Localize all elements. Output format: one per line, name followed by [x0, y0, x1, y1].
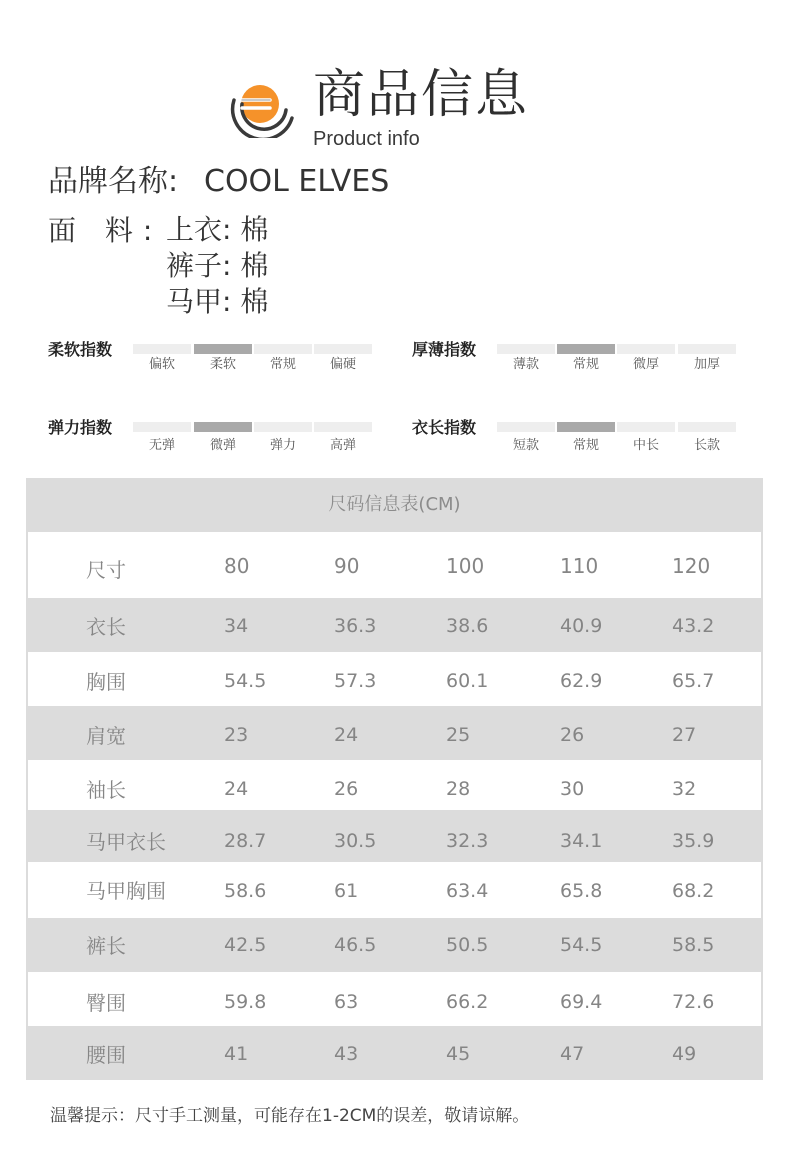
- table-cell: 40.9: [560, 615, 603, 637]
- table-cell: 66.2: [446, 991, 489, 1013]
- table-cell: 49: [672, 1043, 697, 1065]
- index-option: 长款: [693, 438, 720, 453]
- table-cell: 25: [446, 724, 471, 746]
- thickness-index: [412, 340, 752, 380]
- product-info-logo-icon: [228, 80, 296, 138]
- table-cell: 26: [560, 724, 585, 746]
- index-segment: [617, 344, 675, 354]
- table-cell: 36.3: [334, 615, 377, 637]
- index-segment: [497, 344, 555, 354]
- table-cell: 60.1: [446, 670, 489, 692]
- table-cell: 47: [560, 1043, 585, 1065]
- table-cell: 63: [334, 991, 359, 1013]
- index-option: 常规: [269, 357, 296, 372]
- header-cell: 100: [446, 554, 485, 578]
- index-segment: [133, 344, 191, 354]
- table-cell: 32.3: [446, 830, 489, 852]
- row-label: 马甲衣长: [86, 830, 166, 854]
- index-segment-selected: [557, 422, 615, 432]
- table-cell: 23: [224, 724, 249, 746]
- table-cell: 27: [672, 724, 697, 746]
- table-cell: 59.8: [224, 991, 267, 1013]
- table-row: [28, 760, 761, 810]
- table-cell: 45: [446, 1043, 471, 1065]
- index-option: 短款: [512, 438, 539, 453]
- row-label: 肩宽: [86, 724, 126, 748]
- table-cell: 65.8: [560, 880, 603, 902]
- index-option: 中长: [632, 438, 659, 453]
- table-cell: 62.9: [560, 670, 603, 692]
- row-label: 裤长: [86, 934, 126, 958]
- index-label: 厚薄指数: [412, 340, 477, 359]
- index-label: 柔软指数: [48, 340, 113, 359]
- table-cell: 54.5: [224, 670, 267, 692]
- index-option: 高弹: [329, 438, 356, 453]
- table-cell: 42.5: [224, 934, 267, 956]
- row-label: 马甲胸围: [86, 879, 166, 903]
- header-cell: 尺寸: [86, 558, 126, 582]
- table-row: [28, 918, 761, 972]
- row-label: 衣长: [86, 615, 126, 639]
- index-option: 常规: [572, 357, 599, 372]
- table-row: [28, 972, 761, 1026]
- index-label: 弹力指数: [48, 418, 113, 437]
- table-row: [28, 810, 761, 862]
- index-segment: [254, 344, 312, 354]
- index-segment: [678, 344, 736, 354]
- row-label: 腰围: [86, 1043, 126, 1067]
- index-option: 常规: [572, 438, 599, 453]
- row-label: 胸围: [86, 670, 126, 694]
- index-segment-selected: [557, 344, 615, 354]
- table-cell: 63.4: [446, 880, 489, 902]
- index-segment-selected: [194, 422, 252, 432]
- index-segment: [617, 422, 675, 432]
- softness-index: [48, 340, 388, 380]
- table-cell: 34: [224, 615, 249, 637]
- table-cell: 57.3: [334, 670, 377, 692]
- index-option: 加厚: [693, 357, 720, 372]
- index-option: 弹力: [269, 438, 296, 453]
- index-option: 薄款: [512, 357, 539, 372]
- table-row: [28, 862, 761, 918]
- table-cell: 58.6: [224, 880, 267, 902]
- table-row: [28, 706, 761, 760]
- table-caption: 尺码信息表(CM): [328, 494, 461, 515]
- table-cell: 35.9: [672, 830, 715, 852]
- length-index: [412, 418, 752, 458]
- table-cell: 38.6: [446, 615, 489, 637]
- fabric-vest: 马甲: 棉: [166, 285, 269, 318]
- brand-value: COOL ELVES: [204, 164, 390, 199]
- index-label: 衣长指数: [412, 418, 477, 437]
- index-option: 微厚: [632, 357, 659, 372]
- index-option: 偏软: [148, 357, 175, 372]
- table-cell: 58.5: [672, 934, 715, 956]
- table-cell: 34.1: [560, 830, 603, 852]
- table-cell: 43: [334, 1043, 359, 1065]
- table-cell: 24: [224, 778, 249, 800]
- page-title: 商品信息: [313, 65, 530, 125]
- table-cell: 43.2: [672, 615, 715, 637]
- table-row: [28, 652, 761, 706]
- table-cell: 65.7: [672, 670, 715, 692]
- index-segment: [314, 344, 372, 354]
- index-segment: [254, 422, 312, 432]
- table-cell: 28.7: [224, 830, 267, 852]
- index-segment: [314, 422, 372, 432]
- header-cell: 120: [672, 554, 711, 578]
- index-segment: [678, 422, 736, 432]
- index-option: 微弹: [209, 438, 236, 453]
- row-label: 袖长: [86, 778, 126, 802]
- table-row: [28, 1026, 761, 1078]
- index-option: 偏硬: [329, 357, 356, 372]
- table-cell: 41: [224, 1043, 249, 1065]
- index-option: 无弹: [148, 438, 175, 453]
- table-cell: 32: [672, 778, 697, 800]
- index-segment-selected: [194, 344, 252, 354]
- row-label: 臀围: [86, 991, 126, 1015]
- table-cell: 24: [334, 724, 359, 746]
- table-cell: 69.4: [560, 991, 603, 1013]
- index-segment: [497, 422, 555, 432]
- table-header-row: [28, 532, 761, 598]
- index-segment: [133, 422, 191, 432]
- table-cell: 50.5: [446, 934, 489, 956]
- table-row: [28, 598, 761, 652]
- header-cell: 110: [560, 554, 599, 578]
- elasticity-index: [48, 418, 388, 458]
- table-cell: 46.5: [334, 934, 377, 956]
- brand-label: 品牌名称:: [48, 164, 179, 199]
- header-cell: 80: [224, 554, 250, 578]
- header-cell: 90: [334, 554, 360, 578]
- index-option: 柔软: [209, 357, 236, 372]
- fabric-label: 面 料:: [48, 214, 163, 247]
- table-cell: 54.5: [560, 934, 603, 956]
- table-cell: 61: [334, 880, 359, 902]
- table-cell: 28: [446, 778, 471, 800]
- table-cell: 68.2: [672, 880, 715, 902]
- page-subtitle: Product info: [313, 128, 420, 150]
- size-table: [26, 478, 763, 1080]
- table-cell: 26: [334, 778, 359, 800]
- table-cell: 30: [560, 778, 585, 800]
- footer-note: 温馨提示：尺寸手工测量，可能存在1-2CM的误差，敬请谅解。: [50, 1106, 530, 1126]
- fabric-pants: 裤子: 棉: [166, 249, 269, 282]
- table-cell: 72.6: [672, 991, 715, 1013]
- fabric-top: 上衣: 棉: [166, 213, 269, 246]
- table-cell: 30.5: [334, 830, 377, 852]
